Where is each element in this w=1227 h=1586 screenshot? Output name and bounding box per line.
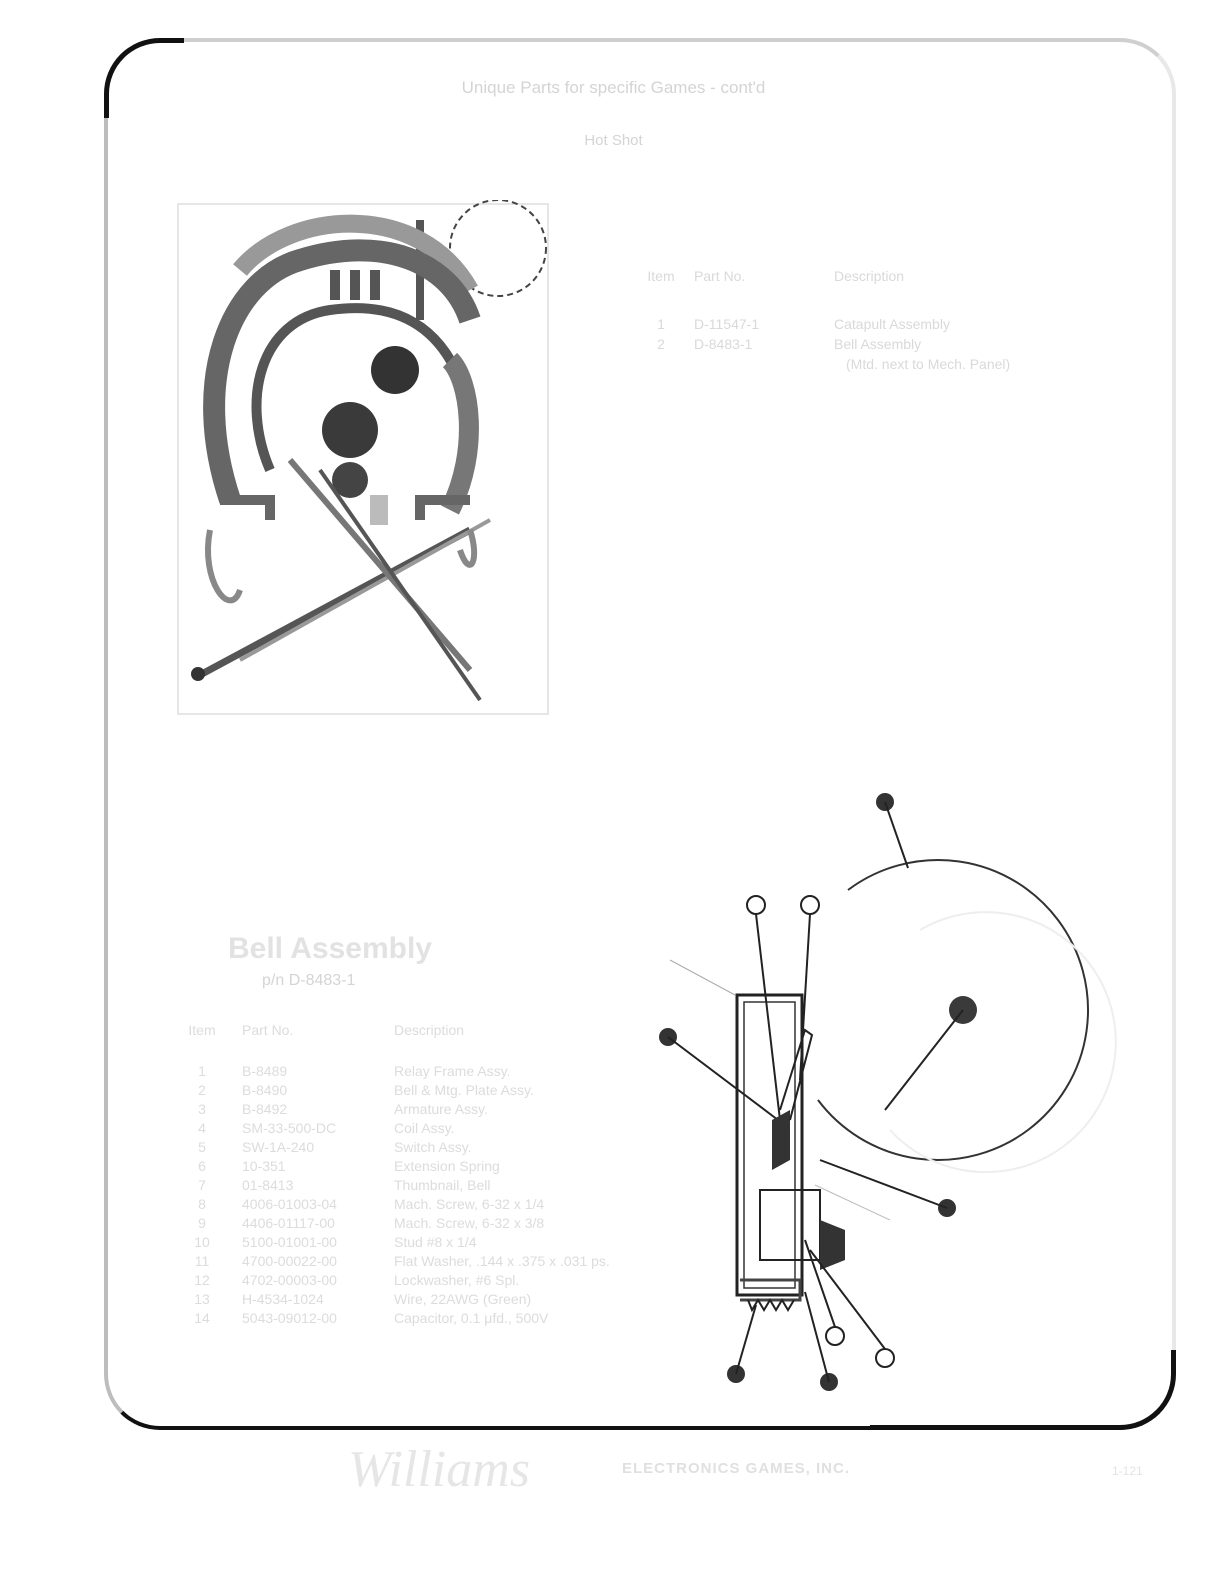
column-header: Item [188,1022,216,1038]
table-row: 13 H-4534-1024 Wire, 22AWG (Green) [194,1291,532,1307]
williams-logo: Williams [348,1441,531,1498]
bell-assembly-title: Bell Assembly [228,932,432,965]
table-row: 2 D-8483-1 Bell Assembly [657,336,922,352]
column-header: Item [647,268,675,284]
page-number: 1-121 [1112,1464,1143,1478]
bell-assembly-part-number: p/n D-8483-1 [262,972,356,989]
game-name: Hot Shot [584,132,643,149]
catapult-parts-table [640,268,1086,374]
table-row: 8 4006-01003-04 Mach. Screw, 6-32 x 1/4 [198,1196,545,1212]
table-row: 11 4700-00022-00 Flat Washer, .144 x .375 x .031 ps. [194,1253,610,1269]
table-row: 2 B-8490 Bell & Mtg. Plate Assy. [198,1082,534,1098]
column-header: Description [834,268,905,284]
table-row: 3 B-8492 Armature Assy. [198,1101,488,1117]
table-row: 10 5100-01001-00 Stud #8 x 1/4 [194,1234,477,1250]
table-row: 5 SW-1A-240 Switch Assy. [198,1139,472,1155]
table-row: 12 4702-00003-00 Lockwasher, #6 Spl. [194,1272,520,1288]
table-row: 1 D-11547-1 Catapult Assembly [657,316,950,332]
company-name: ELECTRONICS GAMES, INC. [622,1460,851,1477]
playfield-diagram [170,200,560,720]
table-row: 14 5043-09012-00 Capacitor, 0.1 μfd., 500V [194,1310,549,1326]
bell-assembly-diagram [640,780,1120,1400]
column-header: Part No. [242,1022,294,1038]
bell-parts-table [184,1022,694,1328]
table-row: 1 B-8489 Relay Frame Assy. [198,1063,511,1079]
table-row: 9 4406-01117-00 Mach. Screw, 6-32 x 3/8 [198,1215,545,1231]
column-header: Part No. [694,268,746,284]
table-row: (Mtd. next to Mech. Panel) [846,356,1011,372]
table-row: 4 SM-33-500-DC Coil Assy. [198,1120,455,1136]
table-row: 7 01-8413 Thumbnail, Bell [198,1177,491,1193]
column-header: Description [394,1022,465,1038]
page-title: Unique Parts for specific Games - cont'd [461,78,766,97]
table-row: 6 10-351 Extension Spring [198,1158,500,1174]
